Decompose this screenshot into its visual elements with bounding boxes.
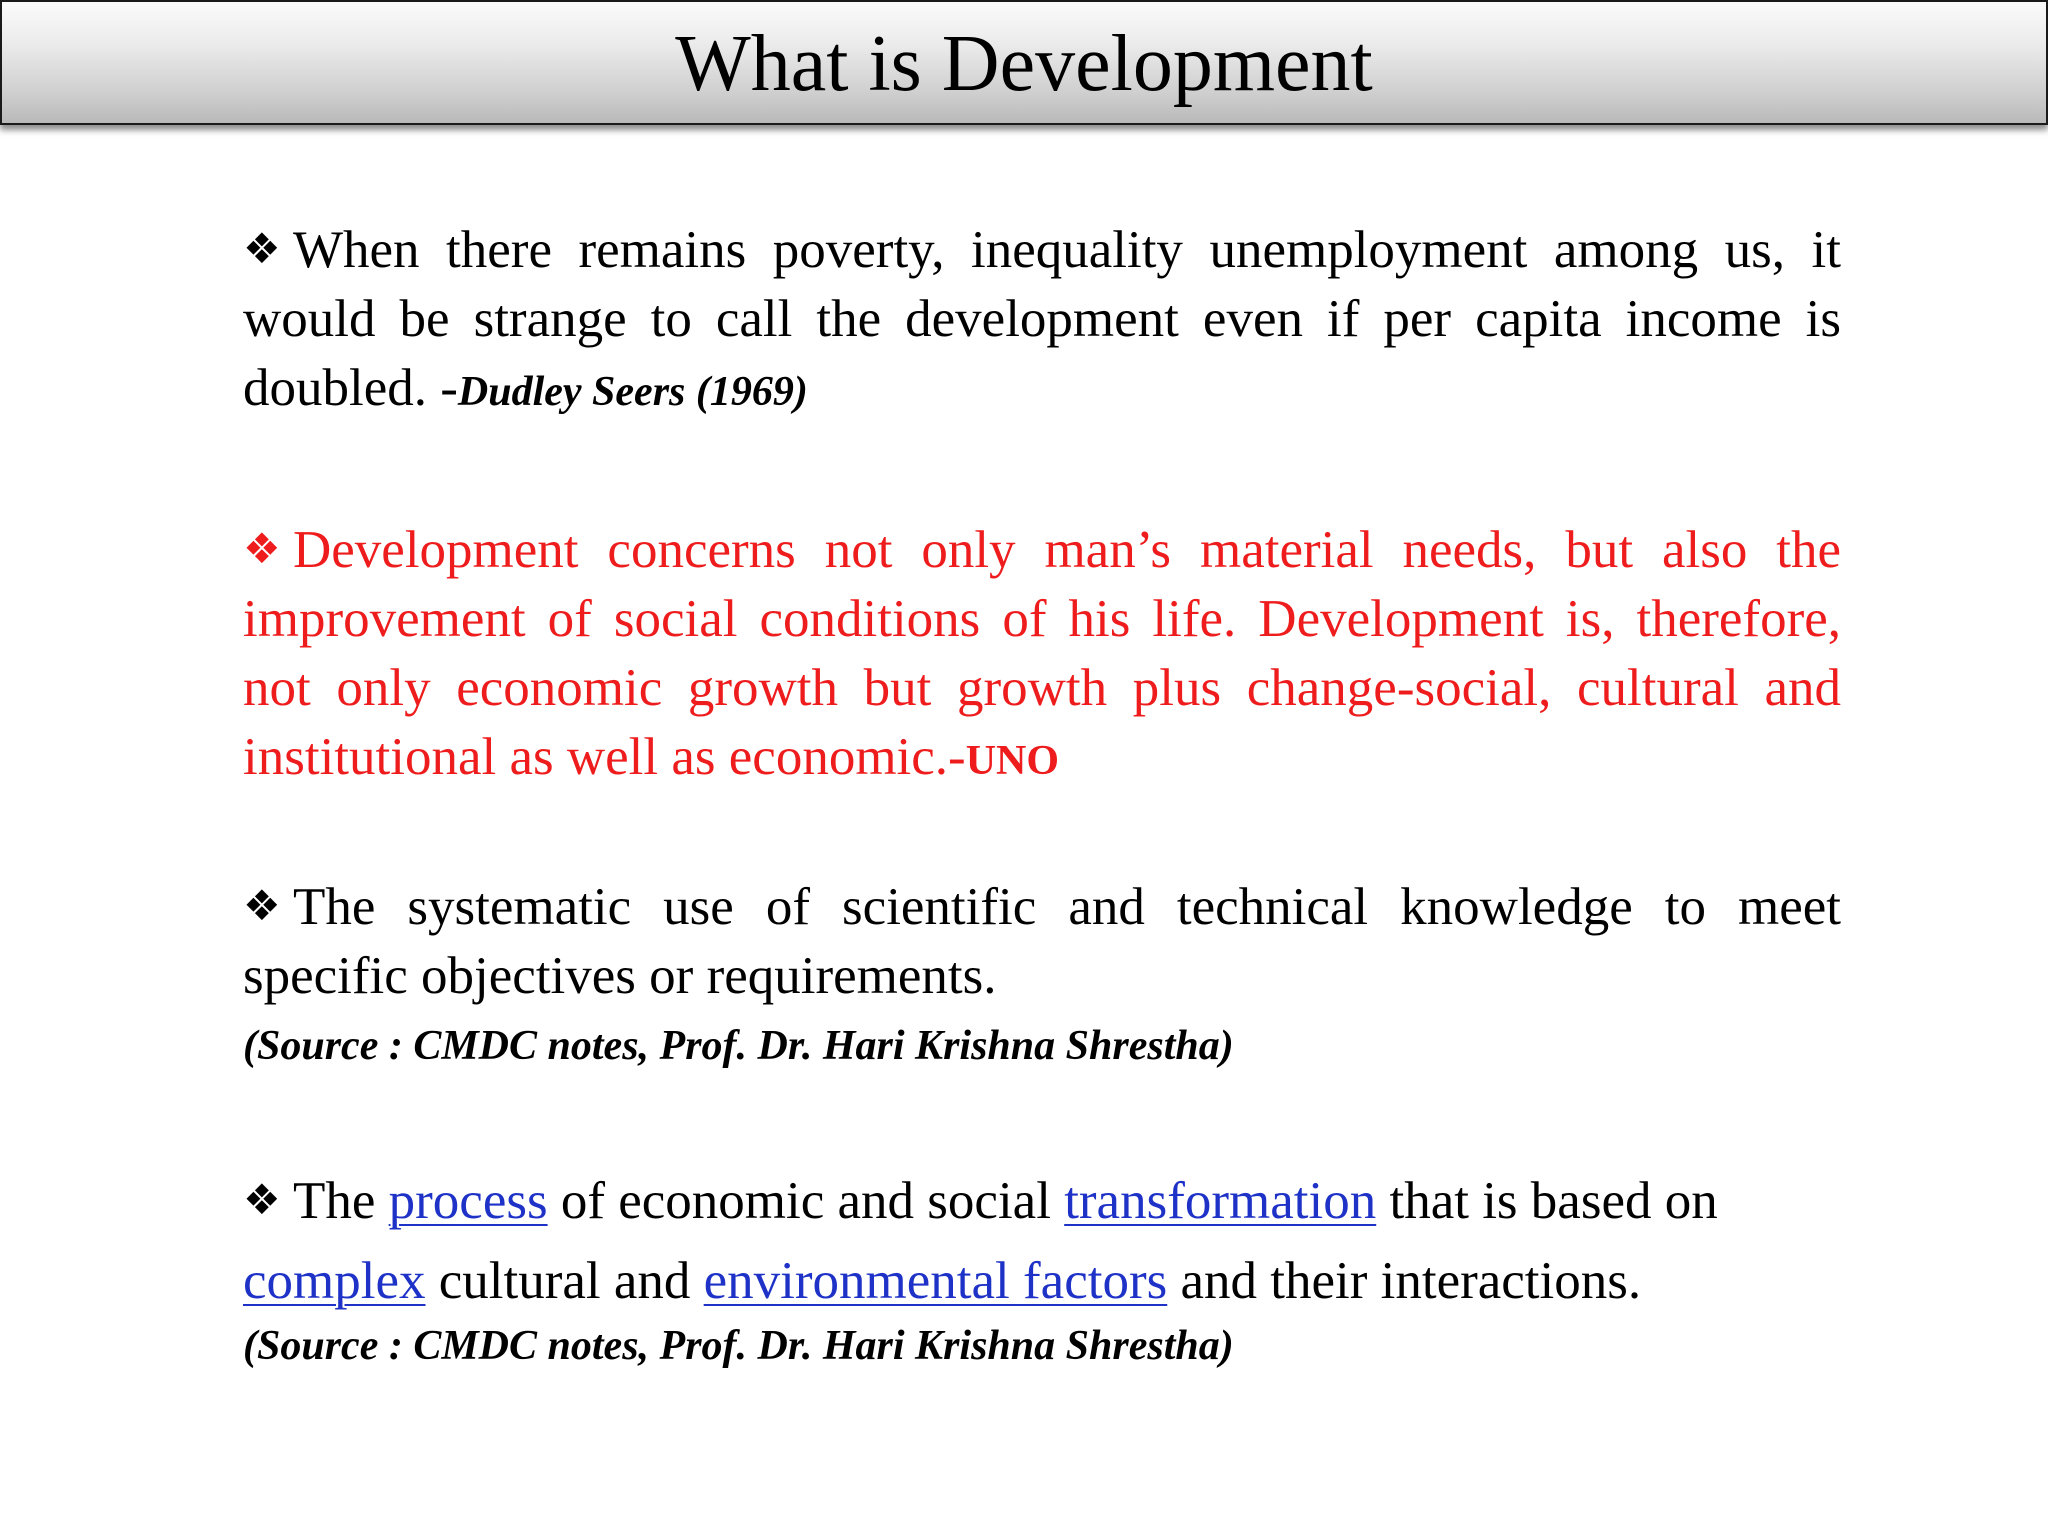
bullet-paragraph	[243, 214, 1841, 427]
bullet-text: Development concerns not only man’s material needs, but also the improvement of social conditions of his life. Development is, therefore, not only economic growth but growth plus change-social, cultural and institutional as well as economic.-	[243, 521, 1841, 786]
bullet-source: (Source : CMDC notes, Prof. Dr. Hari Krishna Shrestha)	[243, 1023, 1234, 1069]
bullet-text-part: that is based on	[1376, 1172, 1718, 1230]
bullet-text: The systematic use of scientific and technical knowledge to meet specific objectives or requirements.	[243, 878, 1841, 1005]
bullet-paragraph	[243, 1160, 1841, 1321]
link-transformation[interactable]: transformation	[1064, 1172, 1377, 1230]
diamond-bullet-icon: ❖	[243, 224, 281, 273]
bullet-source: (Source : CMDC notes, Prof. Dr. Hari Krishna Shrestha)	[243, 1323, 1234, 1369]
link-process[interactable]: process	[388, 1172, 548, 1230]
bullet-paragraph	[243, 871, 1841, 1011]
bullet-uno	[243, 514, 1841, 796]
bullet-text-part: The	[293, 1172, 389, 1230]
link-environmental-factors[interactable]: environmental factors	[703, 1252, 1168, 1310]
bullet-text-part: of economic and social	[547, 1172, 1065, 1230]
bullet-text-part: cultural and	[425, 1252, 704, 1310]
diamond-bullet-icon: ❖	[243, 881, 281, 930]
bullet-text-part: and their interactions.	[1167, 1252, 1642, 1310]
link-complex[interactable]: complex	[243, 1252, 426, 1310]
slide-title-bar	[0, 0, 2048, 125]
bullet-systematic-use	[243, 871, 1841, 1071]
bullet-citation: Dudley Seers (1969)	[457, 369, 808, 415]
bullet-process-transformation	[243, 1160, 1841, 1371]
slide-title: What is Development	[675, 19, 1373, 108]
bullet-dudley-seers	[243, 214, 1841, 427]
diamond-bullet-icon: ❖	[243, 524, 281, 573]
bullet-text: When there remains poverty, inequality unemployment among us, it would be strange to call the development even if per capita income is doubled. -	[243, 221, 1841, 417]
diamond-bullet-icon: ❖	[243, 1175, 281, 1224]
bullet-citation: UNO	[965, 738, 1060, 784]
bullet-paragraph	[243, 514, 1841, 796]
